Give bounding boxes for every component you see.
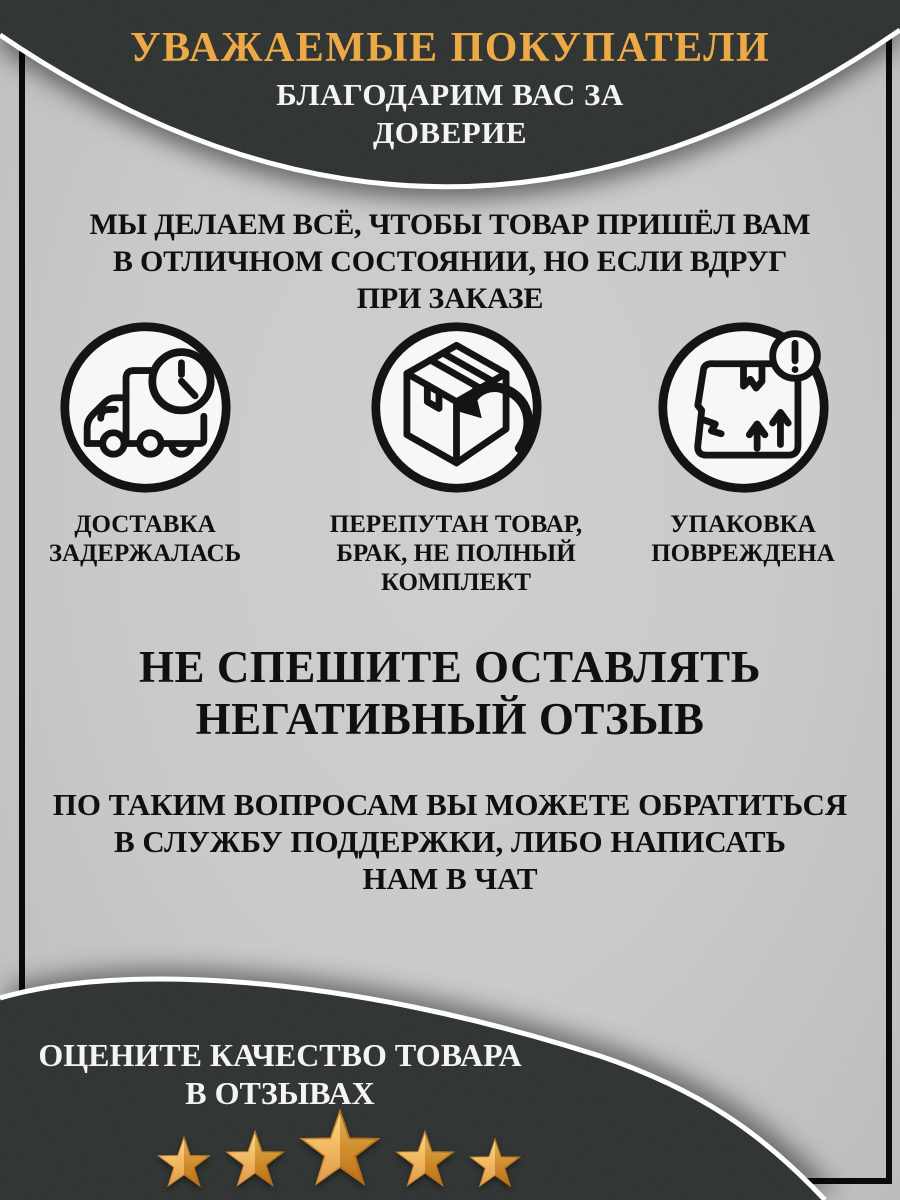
damaged-packaging-icon bbox=[656, 320, 831, 495]
support-line1: ПО ТАКИМ ВОПРОСАМ ВЫ МОЖЕТЕ ОБРАТИТЬСЯ bbox=[52, 787, 848, 822]
exclamation-icon bbox=[791, 366, 798, 373]
header-subtitle-line2: ДОВЕРИЕ bbox=[372, 115, 528, 150]
issue-label-line: БРАК, НЕ ПОЛНЫЙ bbox=[336, 540, 576, 567]
header-subtitle-line1: БЛАГОДАРИМ ВАС ЗА bbox=[276, 77, 624, 112]
issue-wrong-item bbox=[300, 320, 612, 597]
footer-line1: ОЦЕНИТЕ КАЧЕСТВО ТОВАРА bbox=[38, 1037, 522, 1073]
star-icon bbox=[468, 1138, 522, 1190]
warning-line2: НЕГАТИВНЫЙ ОТЗЫВ bbox=[195, 694, 705, 744]
issue-delivery-delayed bbox=[25, 320, 265, 568]
wrong-item-icon bbox=[369, 320, 544, 495]
intro-line3: ПРИ ЗАКАЗЕ bbox=[356, 282, 544, 315]
intro-line2: В ОТЛИЧНОМ СОСТОЯНИИ, НО ЕСЛИ ВДРУГ bbox=[112, 245, 788, 278]
intro-paragraph bbox=[0, 206, 900, 317]
star-icon bbox=[298, 1109, 382, 1190]
intro-line1: МЫ ДЕЛАЕМ ВСЁ, ЧТОБЫ ТОВАР ПРИШЁЛ ВАМ bbox=[89, 208, 811, 241]
support-line3: НАМ В ЧАТ bbox=[362, 861, 538, 896]
issue-row bbox=[0, 320, 900, 610]
warning-heading bbox=[0, 641, 900, 745]
star-rating bbox=[110, 1098, 568, 1190]
header-subtitle bbox=[0, 76, 900, 152]
star-icon bbox=[224, 1130, 286, 1190]
issue-label-line: ДОСТАВКА bbox=[74, 511, 216, 538]
footer-line2: В ОТЗЫВАХ bbox=[185, 1075, 375, 1111]
star-icon bbox=[156, 1136, 212, 1190]
issue-label-line: КОМПЛЕКТ bbox=[380, 569, 532, 596]
support-line2: В СЛУЖБУ ПОДДЕРЖКИ, ЛИБО НАПИСАТЬ bbox=[113, 824, 787, 859]
issue-label-line: ПЕРЕПУТАН ТОВАР, bbox=[329, 511, 583, 538]
page-title: УВАЖАЕМЫЕ ПОКУПАТЕЛИ bbox=[129, 25, 771, 71]
star-icon bbox=[394, 1130, 456, 1190]
issue-label-line: ЗАДЕРЖАЛАСЬ bbox=[48, 540, 242, 567]
issue-label-line: ПОВРЕЖДЕНА bbox=[651, 540, 835, 567]
delivery-delayed-icon bbox=[58, 320, 233, 495]
issue-damaged-packaging bbox=[612, 320, 874, 568]
warning-line1: НЕ СПЕШИТЕ ОСТАВЛЯТЬ bbox=[139, 642, 761, 692]
issue-label-line: УПАКОВКА bbox=[670, 511, 816, 538]
support-paragraph bbox=[0, 786, 900, 897]
